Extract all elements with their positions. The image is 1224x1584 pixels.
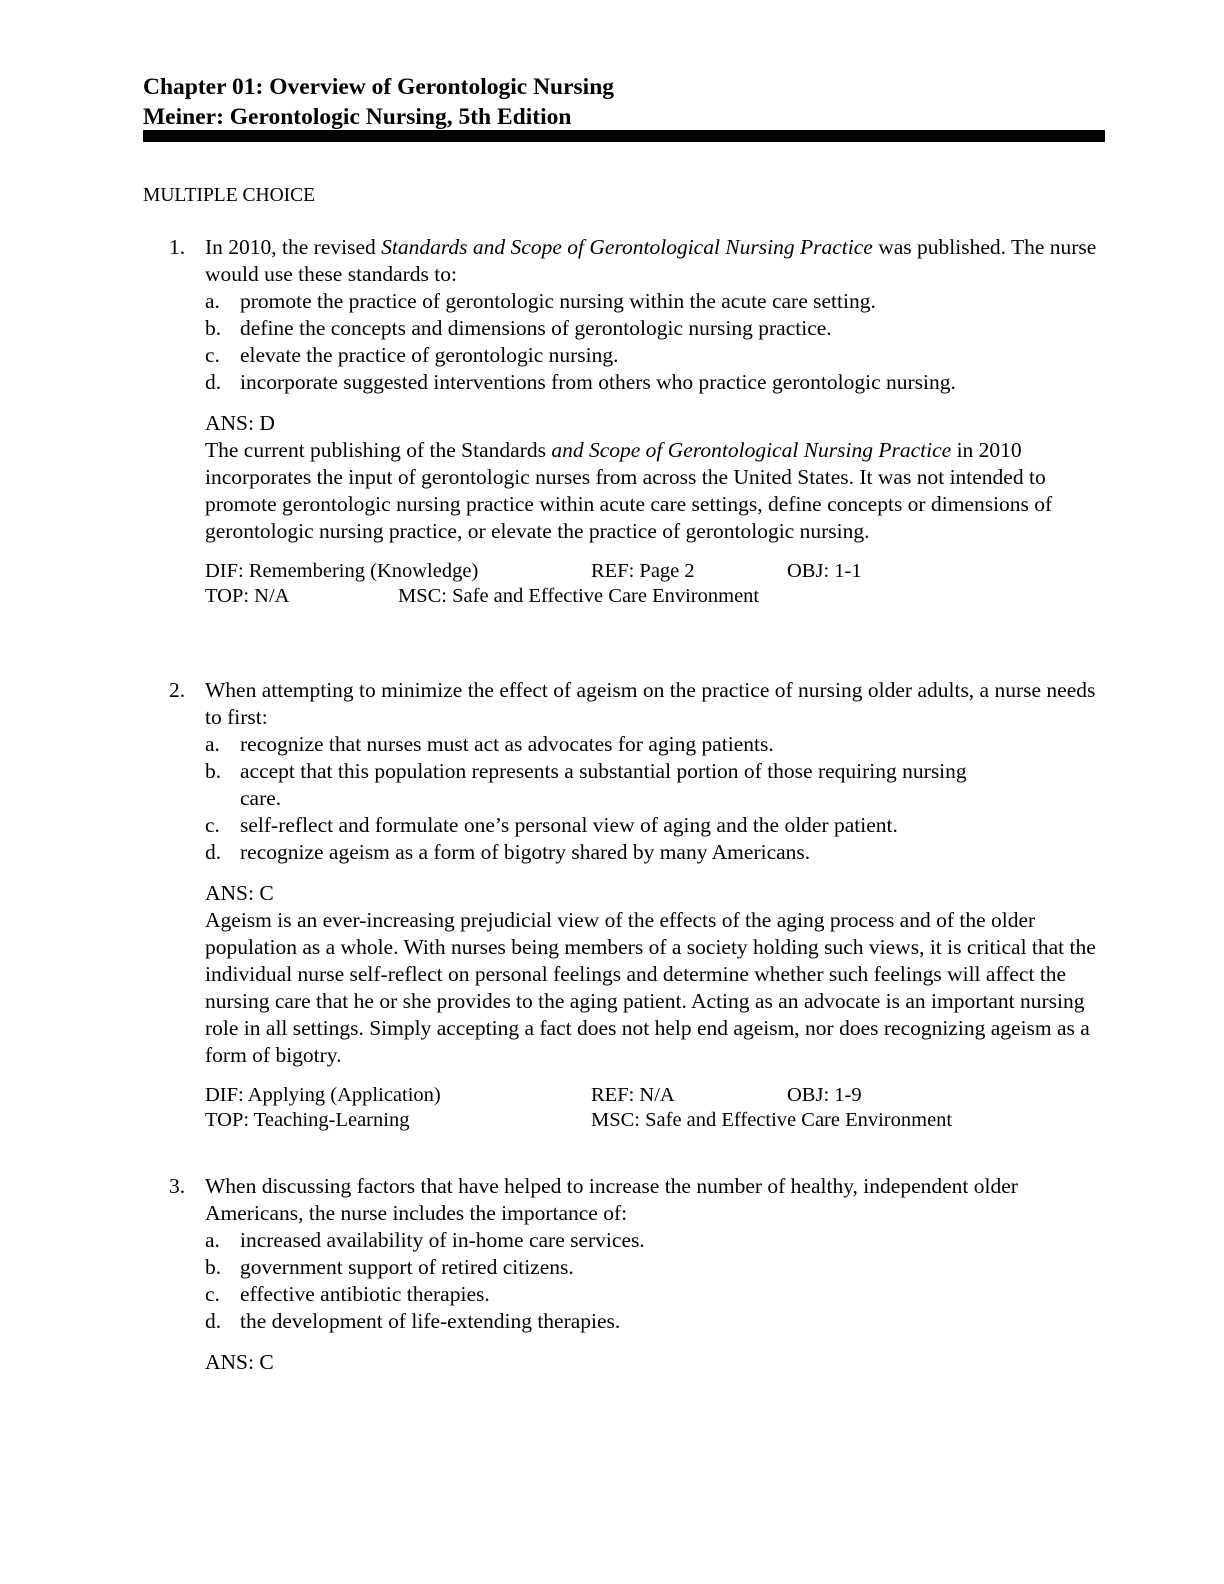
option-text: effective antibiotic therapies.: [240, 1282, 490, 1306]
option-a: [143, 1227, 1105, 1254]
option-letter: d.: [205, 840, 222, 864]
option-c: [143, 1281, 1105, 1308]
option-letter: b.: [205, 316, 222, 340]
option-text: promote the practice of gerontologic nursing within the acute care setting.: [240, 289, 876, 313]
option-letter: d.: [205, 370, 222, 394]
option-text: recognize that nurses must act as advocates for aging patients.: [240, 732, 774, 756]
option-letter: c.: [205, 813, 220, 837]
option-text: the development of life-extending therapies.: [240, 1309, 621, 1333]
reference: REF: N/A: [591, 1084, 675, 1106]
reference: REF: Page 2: [591, 560, 695, 582]
rationale: [143, 437, 1105, 545]
option-letter: c.: [205, 1282, 220, 1306]
option-letter: b.: [205, 759, 222, 783]
msc: MSC: Safe and Effective Care Environment: [398, 585, 760, 607]
book-title: Meiner: Gerontologic Nursing, 5th Edition: [143, 104, 572, 130]
option-text: recognize ageism as a form of bigotry shared by many Americans.: [240, 840, 811, 864]
option-d: [143, 1308, 1105, 1335]
option-d: [143, 369, 1105, 396]
option-letter: a.: [205, 1228, 220, 1252]
header-rule: [143, 130, 1105, 142]
option-text: elevate the practice of gerontologic nursing.: [240, 343, 619, 367]
question-3: [143, 1173, 1105, 1376]
option-d: [143, 839, 1105, 866]
topic: TOP: N/A: [205, 585, 290, 607]
options-list: [143, 288, 1105, 396]
msc: MSC: Safe and Effective Care Environment: [591, 1109, 953, 1131]
page-header: [143, 72, 1105, 132]
option-b: [143, 315, 1105, 342]
option-letter: d.: [205, 1309, 222, 1333]
question-stem: [143, 1173, 1105, 1227]
option-a: [143, 288, 1105, 315]
option-b: [143, 1254, 1105, 1281]
question-number: 2.: [169, 678, 186, 702]
option-text: accept that this population represents a substantial portion of those requiring nursing care.: [240, 759, 967, 810]
question-metadata: [143, 1083, 1105, 1133]
objective: OBJ: 1-9: [787, 1084, 862, 1106]
section-title: MULTIPLE CHOICE: [143, 185, 316, 206]
option-c: [143, 342, 1105, 369]
options-list: [143, 1227, 1105, 1335]
options-list: [143, 731, 1105, 866]
option-text: self-reflect and formulate one’s personal view of aging and the older patient.: [240, 813, 898, 837]
question-stem: [143, 234, 1105, 288]
question-1: [143, 234, 1105, 609]
chapter-title: Chapter 01: Overview of Gerontologic Nursing: [143, 74, 615, 100]
stem-italic-text: Standards and Scope of Gerontological Nursing Practice: [381, 235, 873, 259]
question-number: 3.: [169, 1174, 186, 1198]
question-number: 1.: [169, 235, 186, 259]
option-text: define the concepts and dimensions of gerontologic nursing practice.: [240, 316, 832, 340]
option-text: increased availability of in-home care services.: [240, 1228, 645, 1252]
rationale-text-end: in 2010 incorporates the input of gerontologic nurses from across the United States. It was not intended to promote gerontologic nursing practice within acute care settings, define concepts or dimensions of gerontologic nursing practice, or elevate the practice of gerontologic nursing.: [205, 438, 1053, 543]
answer-label: ANS: C: [205, 1350, 274, 1374]
option-text: incorporate suggested interventions from others who practice gerontologic nursing.: [240, 370, 956, 394]
option-b: [143, 758, 1105, 812]
difficulty: DIF: Remembering (Knowledge): [205, 560, 479, 582]
rationale-text: Ageism is an ever-increasing prejudicial view of the effects of the aging process and of the older population as a whole. With nurses being members of a society holding such views, it is critical that the individual nurse self-reflect on personal feelings and determine whether such feelings will affect the nursing care that he or she provides to the aging patient. Acting as an advocate is an important nursing role in all settings. Simply accepting a fact does not help end ageism, nor does recognizing ageism as a form of bigotry.: [205, 908, 1096, 1067]
option-a: [143, 731, 1105, 758]
question-metadata: [143, 559, 1105, 609]
objective: OBJ: 1-1: [787, 560, 862, 582]
stem-text: When attempting to minimize the effect of ageism on the practice of nursing older adults, a nurse needs to first:: [205, 678, 1096, 729]
option-letter: c.: [205, 343, 220, 367]
stem-text: When discussing factors that have helped to increase the number of healthy, independent older Americans, the nurse includes the importance of:: [205, 1174, 1018, 1225]
option-letter: b.: [205, 1255, 222, 1279]
question-stem: [143, 677, 1105, 731]
option-letter: a.: [205, 732, 220, 756]
stem-text-end: was published. The nurse would use these standards to:: [205, 235, 1097, 286]
answer-label: ANS: C: [205, 881, 274, 905]
option-c: [143, 812, 1105, 839]
option-letter: a.: [205, 289, 220, 313]
difficulty: DIF: Applying (Application): [205, 1084, 441, 1106]
option-text: government support of retired citizens.: [240, 1255, 574, 1279]
question-2: [143, 677, 1105, 1133]
topic: TOP: Teaching-Learning: [205, 1109, 410, 1131]
stem-text: In 2010, the revised: [205, 235, 382, 259]
answer-label: ANS: D: [205, 411, 275, 435]
rationale-italic-text: and Scope of Gerontological Nursing Practice: [551, 438, 952, 462]
rationale-text: The current publishing of the Standards: [205, 438, 552, 462]
